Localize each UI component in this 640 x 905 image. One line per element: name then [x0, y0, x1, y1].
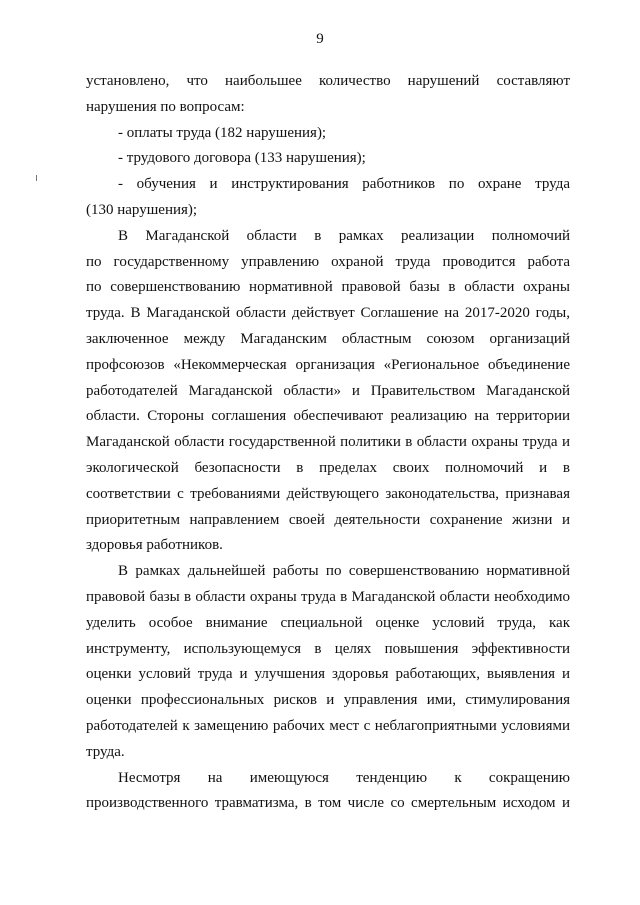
text-line: работодателей Магаданской области» и Правительством Магаданской [86, 382, 570, 399]
text-line: приоритетным направлением своей деятельности сохранение жизни и [86, 511, 570, 528]
text-line: труда. В Магаданской области действует Соглашение на 2017-2020 годы, [86, 305, 570, 322]
text-line: области. Стороны соглашения обеспечивают реализацию на территории [86, 408, 570, 425]
text-line: правовой базы в области охраны труда в Магаданской области необходимо [86, 588, 570, 605]
text-line: В рамках дальнейшей работы по совершенствованию нормативной [118, 563, 570, 580]
page-number: 9 [316, 31, 324, 47]
text-line: (130 нарушения); [86, 201, 198, 218]
text-line: по совершенствованию нормативной правовой базы в области охраны [86, 279, 570, 296]
text-line: - оплаты труда (182 нарушения); [118, 124, 327, 141]
text-line: работодателей к замещению рабочих мест с неблагоприятными условиями [86, 717, 570, 734]
text-line: уделить особое внимание специальной оценке условий труда, как [86, 614, 570, 631]
text-line: нарушения по вопросам: [86, 98, 245, 115]
text-line: по государственному управлению охраной труда проводится работа [86, 253, 570, 270]
text-line: В Магаданской области в рамках реализации полномочий [118, 227, 570, 244]
text-line: оценки профессиональных рисков и управления ими, стимулирования [86, 692, 570, 709]
text-line: труда. [86, 743, 125, 760]
text-line: профсоюзов «Некоммерческая организация «Региональное объединение [86, 356, 570, 373]
text-line: производственного травматизма, в том числе со смертельным исходом и [86, 795, 570, 812]
text-line: - трудового договора (133 нарушения); [118, 150, 366, 167]
text-line: заключенное между Магаданским областным союзом организаций [86, 330, 570, 347]
text-line: экологической безопасности в пределах своих полномочий и в [86, 459, 570, 476]
text-line: оценки условий труда и улучшения здоровья работающих, выявления и [86, 666, 570, 683]
scan-mark [36, 175, 37, 181]
text-line: установлено, что наибольшее количество нарушений составляют [86, 73, 570, 89]
body-text [86, 69, 570, 817]
text-line: инструменту, использующемуся в целях повышения эффективности [86, 640, 570, 657]
text-line: Магаданской области государственной политики в области охраны труда и [86, 434, 570, 451]
text-line: - обучения и инструктирования работников по охране труда [118, 176, 570, 193]
text-line: соответствии с требованиями действующего законодательства, признавая [86, 485, 570, 502]
text-line: здоровья работников. [86, 537, 223, 554]
text-line: Несмотря на имеющуюся тенденцию к сокращению [118, 769, 570, 786]
